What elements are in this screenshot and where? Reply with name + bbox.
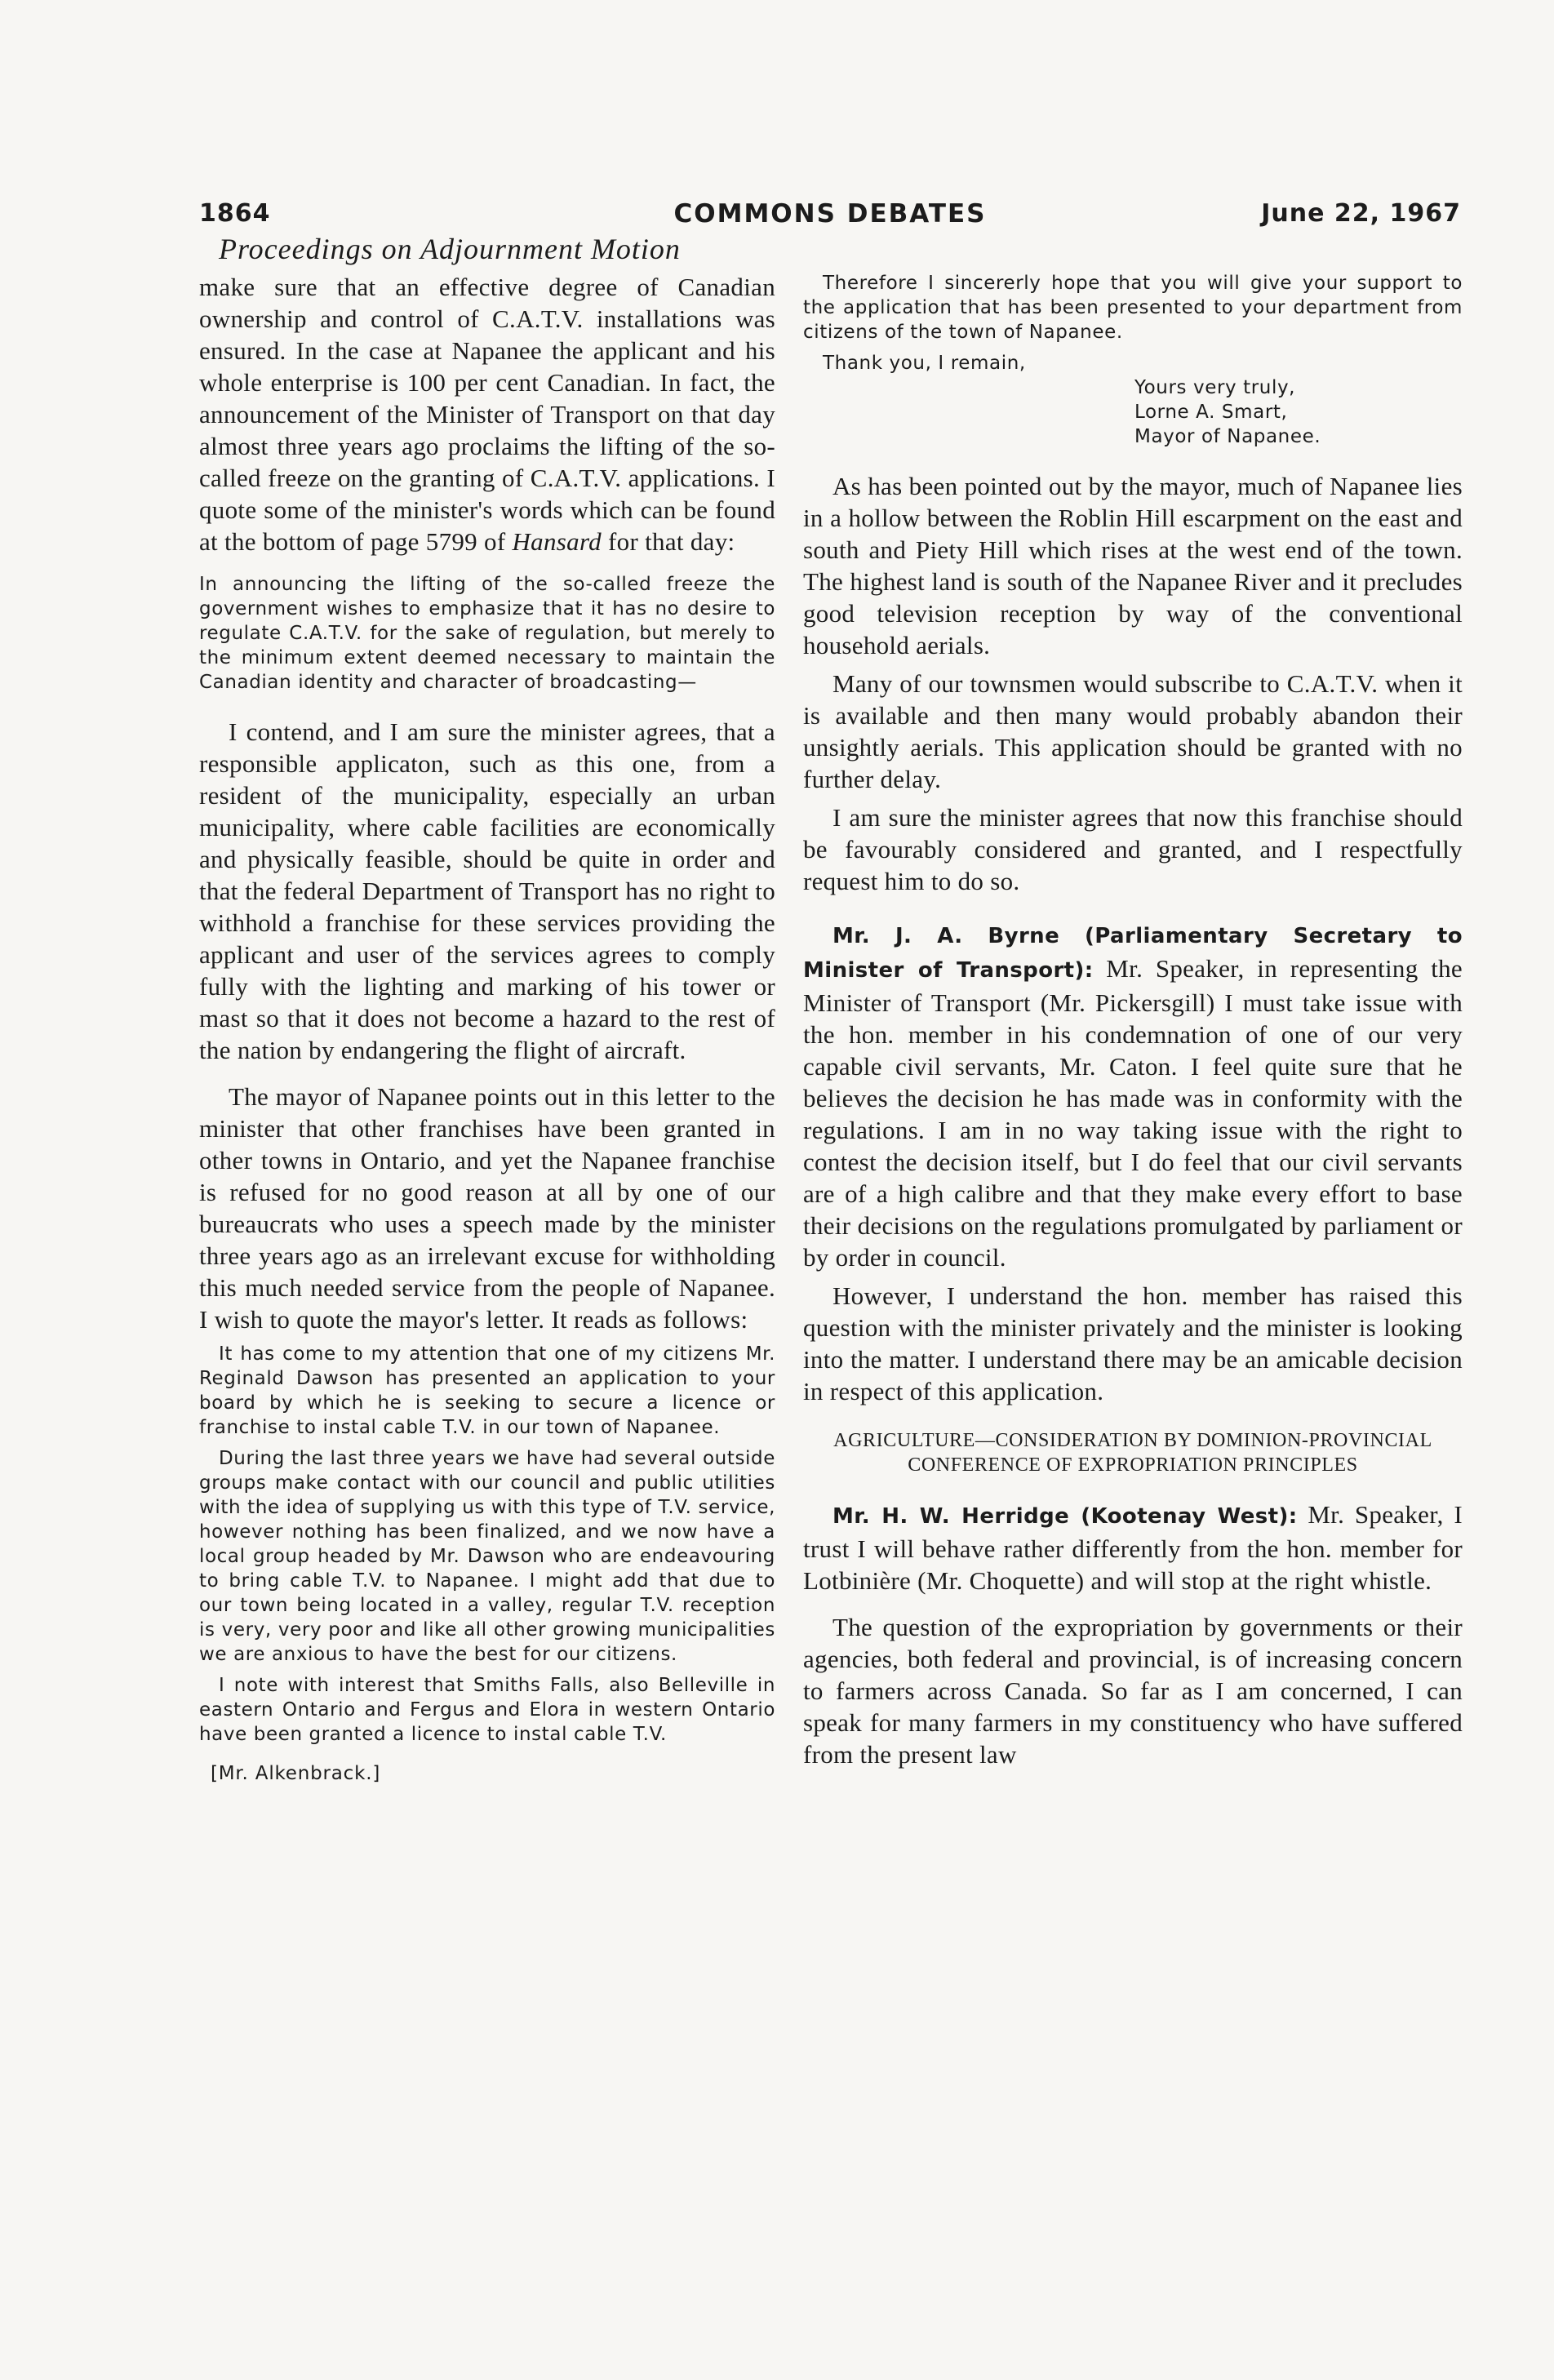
paragraph: I am sure the minister agrees that now this franchise should be favourably considered and granted, and I respectfully request him to do so. xyxy=(803,803,1463,895)
letter-paragraph: Therefore I sincererly hope that you will give your support to the application that has been presented to your department from citizens of the town of Napanee. xyxy=(803,273,1463,343)
paragraph: As has been pointed out by the mayor, much of Napanee lies in a hollow between the Roblin Hill escarpment on the east and south and Piety Hill which rises at the west end of the town. The highest land is south of the Napanee River and it precludes good television reception by way of the conventional household aerials. xyxy=(803,472,1463,659)
speaker-name: Mr. J. A. Byrne (Parliamentary Secretary to Minister of Transport): xyxy=(803,924,1463,983)
paragraph-text: for that day: xyxy=(601,527,735,556)
letter-closing: Thank you, I remain, xyxy=(823,353,1026,374)
paragraph-text: make sure that an effective degree of Canadian ownership and control of C.A.T.V. installations was ensured. In the case at Napanee the applicant and his whole enterprise is 100 per cent Canadian. In fact, the announcement of the Minister of Transport on that day almost three years ago proclaims the lifting of the so-called freeze on the granting of C.A.T.V. applications. I quote some of the minister's words which can be found at the bottom of page 5799 of xyxy=(199,273,775,556)
speaker-attribution: [Mr. Alkenbrack.] xyxy=(211,1763,381,1784)
paragraph: The mayor of Napanee points out in this letter to the minister that other franchises have been granted in other towns in Ontario, and yet the Napanee franchise is refused for no good reason at all by one of our bureaucrats who uses a speech made by the minister three years ago as an irrelevant excuse for withholding this much needed service from the people of Napanee. I wish to quote the mayor's letter. It reads as follows: xyxy=(199,1082,775,1334)
section-subtitle: Proceedings on Adjournment Motion xyxy=(219,233,681,265)
paragraph: However, I understand the hon. member has raised this question with the minister privately and the minister is looking into the matter. I understand there may be an amicable decision in respect of this application. xyxy=(803,1281,1463,1405)
letter-signer-title: Mayor of Napanee. xyxy=(1134,426,1321,447)
speaker-name: Mr. H. W. Herridge (Kootenay West): xyxy=(832,1504,1298,1529)
page-date: June 22, 1967 xyxy=(1261,199,1461,228)
letter-signature: Lorne A. Smart, xyxy=(1134,402,1288,423)
block-quote: In announcing the lifting of the so-called freeze the government wishes to emphasize that it has no desire to regulate C.A.T.V. for the sake of regulation, but merely to the minimum extent deemed necessary to maintain the Canadian identity and character of broadcasting— xyxy=(199,574,775,693)
paragraph-text: Mr. Speaker, I trust I will behave rather differently from the hon. member for Lotbinière (Mr. Choquette) and will stop at the right whistle. xyxy=(803,1500,1463,1595)
paragraph: Many of our townsmen would subscribe to C.A.T.V. when it is available and then many would probably abandon their unsightly aerials. This application should be granted with no further delay. xyxy=(803,669,1463,793)
letter-paragraph: During the last three years we have had several outside groups make contact with our council and public utilities with the idea of supplying us with this type of T.V. service, however nothing has been finalized, and we now have a local group headed by Mr. Dawson who are endeavouring to bring cable T.V. to Napanee. I might add that due to our town being located in a valley, regular T.V. reception is very, very poor and like all other growing municipalities we are anxious to have the best for our citizens. xyxy=(199,1448,775,1665)
letter-signoff: Yours very truly, xyxy=(1134,377,1296,398)
page-header xyxy=(199,199,1461,232)
publication-title: COMMONS DEBATES xyxy=(673,199,987,229)
letter-paragraph: It has come to my attention that one of my citizens Mr. Reginald Dawson has presented an application to your board by which he is seeking to secure a licence or franchise to instal cable T.V. in our town of Napanee. xyxy=(199,1343,775,1438)
paragraph: The question of the expropriation by governments or their agencies, both federal and provincial, is of increasing concern to farmers across Canada. So far as I am concerned, I can speak for many farmers in my constituency who have suffered from the present law xyxy=(803,1613,1463,1769)
paragraph xyxy=(803,1499,1463,1596)
right-column xyxy=(803,271,1463,1770)
section-heading: AGRICULTURE—CONSIDERATION BY DOMINION-PROVINCIAL CONFERENCE OF EXPROPRIATION PRINCIPLES xyxy=(833,1430,1432,1476)
left-column xyxy=(199,271,775,1786)
hansard-reference: Hansard xyxy=(512,527,602,556)
page-number: 1864 xyxy=(199,199,271,228)
paragraph: I contend, and I am sure the minister agrees, that a responsible applicaton, such as this one, from a resident of the municipality, especially an urban municipality, where cable facilities are economically and physically feasible, should be quite in order and that the federal Department of Transport has no right to withhold a franchise for these services providing the applicant and user of the services agrees to comply fully with the lighting and marking of his tower or mast so that it does not become a hazard to the rest of the nation by endangering the flight of aircraft. xyxy=(199,717,775,1064)
letter-paragraph: I note with interest that Smiths Falls, also Belleville in eastern Ontario and Fergus and Elora in western Ontario have been granted a licence to instal cable T.V. xyxy=(199,1675,775,1745)
paragraph-text: Mr. Speaker, in representing the Minister of Transport (Mr. Pickersgill) I must take issue with the hon. member in his condemnation of one of our very capable civil servants, Mr. Caton. I feel quite sure that he believes the decision he has made was in conformity with the regulations. I am in no way taking issue with the right to contest the decision itself, but I do feel that our civil servants are of a high calibre and that they make every effort to base their decisions on the regulations promulgated by parliament or by order in council. xyxy=(803,954,1463,1272)
paragraph xyxy=(199,271,775,557)
paragraph xyxy=(803,918,1463,1273)
